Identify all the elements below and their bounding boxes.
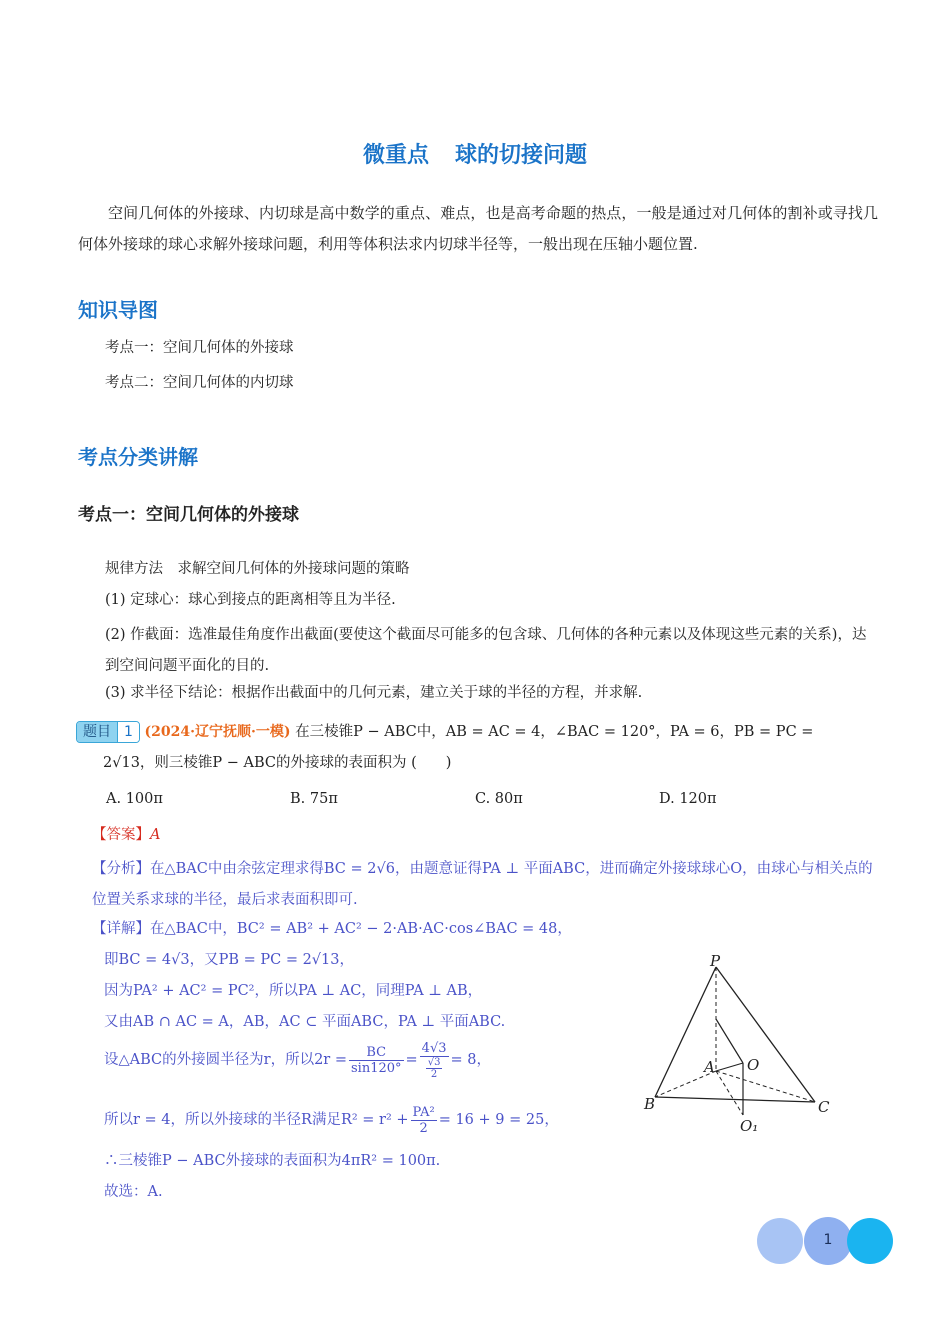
d5-prefix: 设△ABC的外接圆半径为r，所以2r =	[104, 1052, 347, 1068]
option-d: D. 120π	[659, 791, 717, 807]
problem-stem-line2: 2√13，则三棱锥P − ABC的外接球的表面积为 ( )	[103, 755, 452, 771]
d5-eq: =	[405, 1052, 418, 1068]
label-B: B	[644, 1095, 656, 1113]
mindmap-item-2: 考点二：空间几何体的内切球	[105, 375, 294, 391]
mindmap-item-1: 考点一：空间几何体的外接球	[105, 340, 294, 356]
label-P: P	[710, 952, 721, 970]
edge-PB	[655, 967, 716, 1097]
problem-source: (2024·辽宁抚顺·一模)	[144, 724, 291, 740]
method-step-2: (2) 作截面：选准最佳角度作出截面(要使这个截面尽可能多的包含球、几何体的各种元素以及体现这些元素的关系)，达到空间问题平面化的目的.	[105, 627, 867, 674]
page-number: 1	[823, 1232, 833, 1248]
answer-value: A	[150, 827, 161, 843]
method-title: 规律方法 求解空间几何体的外接球问题的策略	[105, 561, 410, 577]
label-O1: O₁	[740, 1117, 759, 1135]
detail-text-1: 在△BAC中，BC² = AB² + AC² − 2·AB·AC·cos∠BAC = 48，	[150, 921, 572, 937]
d6-fraction: $\frac{\text{PA²}}{2}$	[412, 1104, 435, 1136]
pyramid-figure	[630, 945, 860, 1145]
answer-line	[92, 824, 160, 846]
answer-label: 【答案】	[92, 827, 150, 843]
stem-text-1: 在三棱锥P − ABC中，AB = AC = 4，∠BAC = 120°，PA = 6，PB = PC =	[295, 724, 814, 740]
problem-badge	[76, 721, 140, 743]
analysis-label: 【分析】	[92, 861, 150, 877]
detail-line-4: 又由AB ∩ AC = A，AB，AC ⊂ 平面ABC，PA ⊥ 平面ABC.	[104, 1014, 506, 1030]
option-c: C. 80π	[475, 791, 523, 807]
segment-AO	[716, 1063, 743, 1071]
label-C: C	[818, 1098, 830, 1116]
topic-heading: 考点一：空间几何体的外接球	[78, 505, 299, 525]
method-step-1: (1) 定球心：球心到接点的距离相等且为半径.	[105, 592, 396, 608]
intro-paragraph: 空间几何体的外接球、内切球是高中数学的重点、难点，也是高考命题的热点，一般是通过对几何体的割补或寻找几何体外接球的球心求解外接球问题，利用等体积法求内切球半径等，一般出现在压轴小题位置.	[78, 204, 878, 253]
mindmap-heading: 知识导图	[78, 298, 158, 322]
option-a: A. 100π	[106, 791, 163, 807]
d6-prefix: 所以r = 4，所以外接球的半径R满足R² = r² +	[104, 1112, 409, 1128]
d5-fraction-2: $\frac{4√3}{\frac{√3}{2}}$	[421, 1040, 447, 1080]
detail-line-2: 即BC = 4√3，又PB = PC = 2√13，	[104, 952, 354, 968]
page-dot-left	[757, 1218, 803, 1264]
badge-number: 1	[117, 722, 139, 742]
page-title: 微重点 球的切接问题	[362, 143, 588, 168]
label-A: A	[704, 1058, 715, 1076]
detail-line-3: 因为PA² + AC² = PC²，所以PA ⊥ AC，同理PA ⊥ AB，	[104, 983, 483, 999]
d5-suffix: = 8，	[450, 1052, 491, 1068]
edge-AC	[716, 1071, 815, 1102]
detail-line-5	[104, 1040, 491, 1080]
segment-AO1	[716, 1071, 743, 1115]
analysis-text: 在△BAC中由余弦定理求得BC = 2√6，由题意证得PA ⊥ 平面ABC，进而确定外接球球心O，由球心与相关点的位置关系求球的半径，最后求表面积即可.	[92, 861, 873, 908]
page-dot-right	[847, 1218, 893, 1264]
detail-line-6	[104, 1100, 559, 1140]
detail-label: 【详解】	[92, 921, 150, 937]
method-step-3: (3) 求半径下结论：根据作出截面中的几何元素，建立关于球的半径的方程，并求解.	[105, 685, 643, 701]
detail-line-7: ∴三棱锥P − ABC外接球的表面积为4πR² = 100π.	[104, 1153, 441, 1169]
problem-stem-line1	[76, 721, 813, 743]
segment-PO	[716, 1019, 743, 1063]
edge-PC	[716, 967, 815, 1102]
label-O: O	[747, 1056, 760, 1074]
detail-line-8: 故选：A.	[104, 1184, 163, 1200]
d6-suffix: = 16 + 9 = 25，	[438, 1112, 559, 1128]
detail-line-1	[92, 918, 572, 940]
d5-fraction-1: $\frac{BC}{\sin 120^\circ}$	[351, 1044, 402, 1076]
explain-heading: 考点分类讲解	[78, 445, 198, 469]
option-b: B. 75π	[290, 791, 338, 807]
badge-label: 题目	[77, 722, 117, 742]
analysis-paragraph	[92, 854, 882, 916]
